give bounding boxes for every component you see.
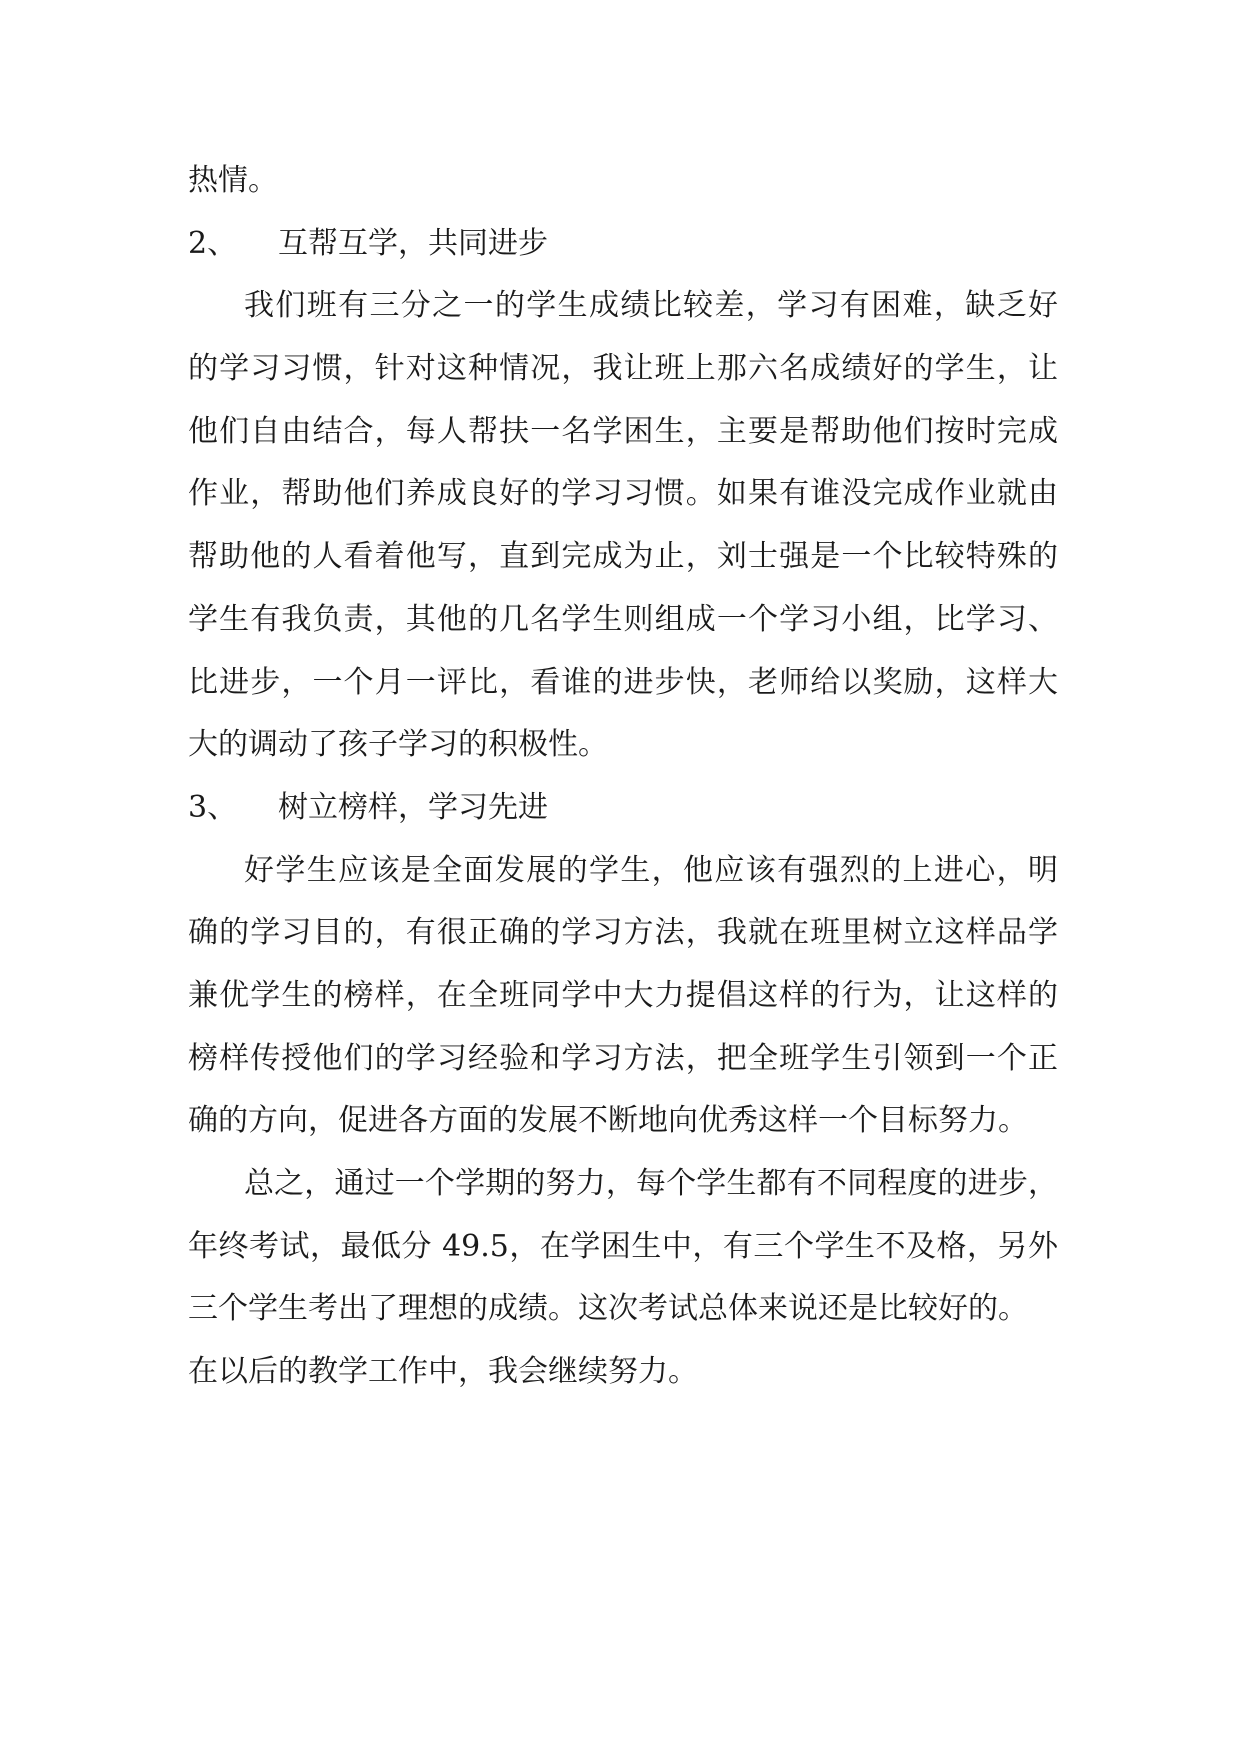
- section-heading-3: [188, 777, 1058, 840]
- paragraph-line: 兼优学生的榜样，在全班同学中大力提倡这样的行为，让这样的: [188, 977, 1058, 1013]
- section-heading-2: [188, 213, 1058, 276]
- paragraph-line: 热情。: [188, 163, 278, 198]
- paragraph-line: 他们自由结合，每人帮扶一名学困生，主要是帮助他们按时完成: [188, 413, 1058, 449]
- paragraph-line: 大的调动了孩子学习的积极性。: [188, 727, 608, 763]
- paragraph-line: 确的方向，促进各方面的发展不断地向优秀这样一个目标努力。: [188, 1103, 1028, 1139]
- paragraph-line: 我们班有三分之一的学生成绩比较差，学习有困难，缺乏好: [244, 288, 1058, 324]
- section-number: 3、: [188, 789, 238, 825]
- paragraph-line: 帮助他的人看着他写，直到完成为止，刘士强是一个比较特殊的: [188, 539, 1058, 575]
- section-title: 树立榜样，学习先进: [278, 789, 548, 825]
- paragraph-line: 的学习习惯，针对这种情况，我让班上那六名成绩好的学生，让: [188, 351, 1058, 387]
- paragraph-line: 榜样传授他们的学习经验和学习方法，把全班学生引领到一个正: [188, 1040, 1058, 1076]
- section-number: 2、: [188, 225, 238, 261]
- paragraph-line: 在以后的教学工作中，我会继续努力。: [188, 1354, 698, 1390]
- paragraph-line: 好学生应该是全面发展的学生，他应该有强烈的上进心，明: [244, 852, 1058, 888]
- section-title: 互帮互学，共同进步: [278, 225, 548, 261]
- paragraph-line: 总之，通过一个学期的努力，每个学生都有不同程度的进步，: [244, 1166, 1058, 1201]
- paragraph-line: 比进步，一个月一评比，看谁的进步快，老师给以奖励，这样大: [188, 664, 1058, 700]
- paragraph-line: 作业，帮助他们养成良好的学习习惯。如果有谁没完成作业就由: [188, 476, 1058, 512]
- paragraph-line: 年终考试，最低分 49.5，在学困生中，有三个学生不及格，另外: [188, 1228, 1058, 1264]
- document-body: [188, 150, 1058, 1404]
- paragraph-line: 确的学习目的，有很正确的学习方法，我就在班里树立这样品学: [188, 915, 1058, 951]
- paragraph-line: 三个学生考出了理想的成绩。这次考试总体来说还是比较好的。: [188, 1291, 1028, 1327]
- paragraph-line: 学生有我负责，其他的几名学生则组成一个学习小组，比学习、: [188, 601, 1058, 637]
